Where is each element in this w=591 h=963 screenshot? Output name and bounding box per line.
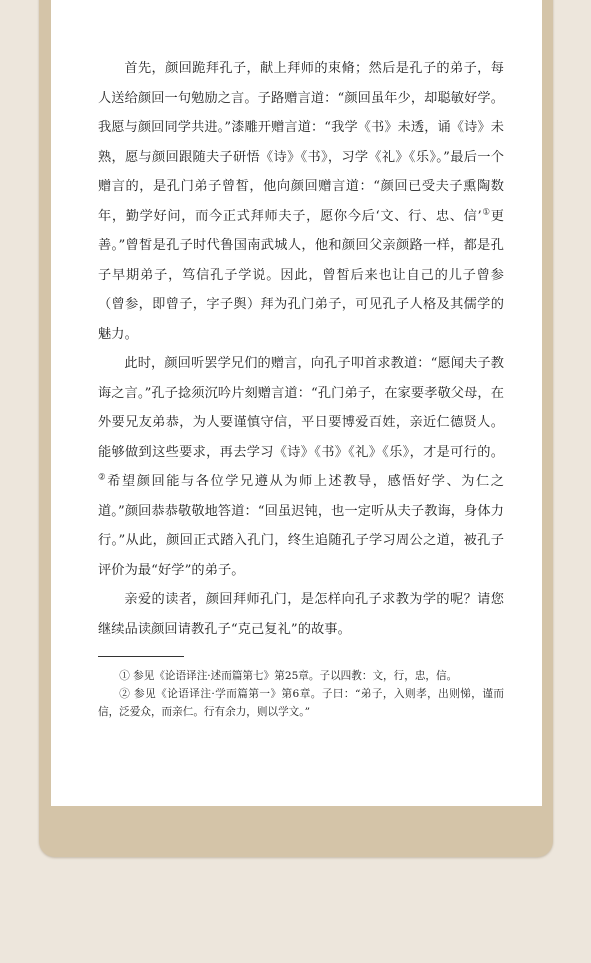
book-page bbox=[51, 0, 542, 806]
paragraph-2-text-a: 此时，颜回听罢学兄们的赠言，向孔子叩首求教道：“愿闻夫子教诲之言。”孔子捻须沉吟片刻赠言道：“孔门弟子，在家要孝敬父母，在外要兄友弟恭，为人要谨慎守信，平日要博爱百姓，亲近仁德贤人。能够做到这些要求，再去学习《诗》《书》《礼》《乐》，才是可行的。 bbox=[98, 356, 504, 460]
footnote-1: ① 参见《论语译注·述而篇第七》第25章。子以四教：文，行，忠，信。 bbox=[119, 670, 458, 682]
paragraph-2 bbox=[98, 349, 504, 585]
footnote-ref-2: ② bbox=[98, 472, 108, 483]
footnote-ref-1: ① bbox=[481, 207, 491, 218]
page-content bbox=[98, 54, 504, 721]
paragraph-3: 亲爱的读者，颜回拜师孔门，是怎样向孔子求教为学的呢？请您继续品读颜回请教孔子“克己复礼”的故事。 bbox=[98, 592, 504, 637]
paragraph-1 bbox=[98, 54, 504, 349]
footnote-divider bbox=[98, 656, 184, 657]
paragraph-1-text-b: 更善。”曾皙是孔子时代鲁国南武城人，他和颜回父亲颜路一样，都是孔子早期弟子，笃信孔子学说。因此，曾皙后来也让自己的儿子曾参（曾参，即曾子，字子舆）拜为孔门弟子，可见孔子人格及其儒学的魅力。 bbox=[98, 208, 504, 342]
paragraph-2-text-b: 希望颜回能与各位学兄遵从为师上述教导，感悟好学、为仁之道。”颜回恭恭敬敬地答道：“回虽迟钝，也一定听从夫子教诲，身体力行。”从此，颜回正式踏入孔门，终生追随孔子学习周公之道，被孔子评价为最“好学”的弟子。 bbox=[98, 474, 504, 578]
footnote-2: ② 参见《论语译注·学而篇第一》第6章。子曰：“弟子，入则孝，出则悌，谨而信，泛爱众，而亲仁。行有余力，则以学文。” bbox=[98, 688, 504, 718]
paragraph-1-text-a: 首先，颜回跪拜孔子，献上拜师的束脩；然后是孔子的弟子，每人送给颜回一句勉励之言。子路赠言道：“颜回虽年少，却聪敏好学。我愿与颜回同学共进。”漆雕开赠言道：“我学《书》未透，诵《诗》未熟，愿与颜回跟随夫子研悟《诗》《书》，习学《礼》《乐》。”最后一个赠言的，是孔门弟子曾皙，他向颜回赠言道：“颜回已受夫子熏陶数年，勤学好问，而今正式拜师夫子，愿你今后‘文、行、忠、信’ bbox=[98, 61, 504, 224]
